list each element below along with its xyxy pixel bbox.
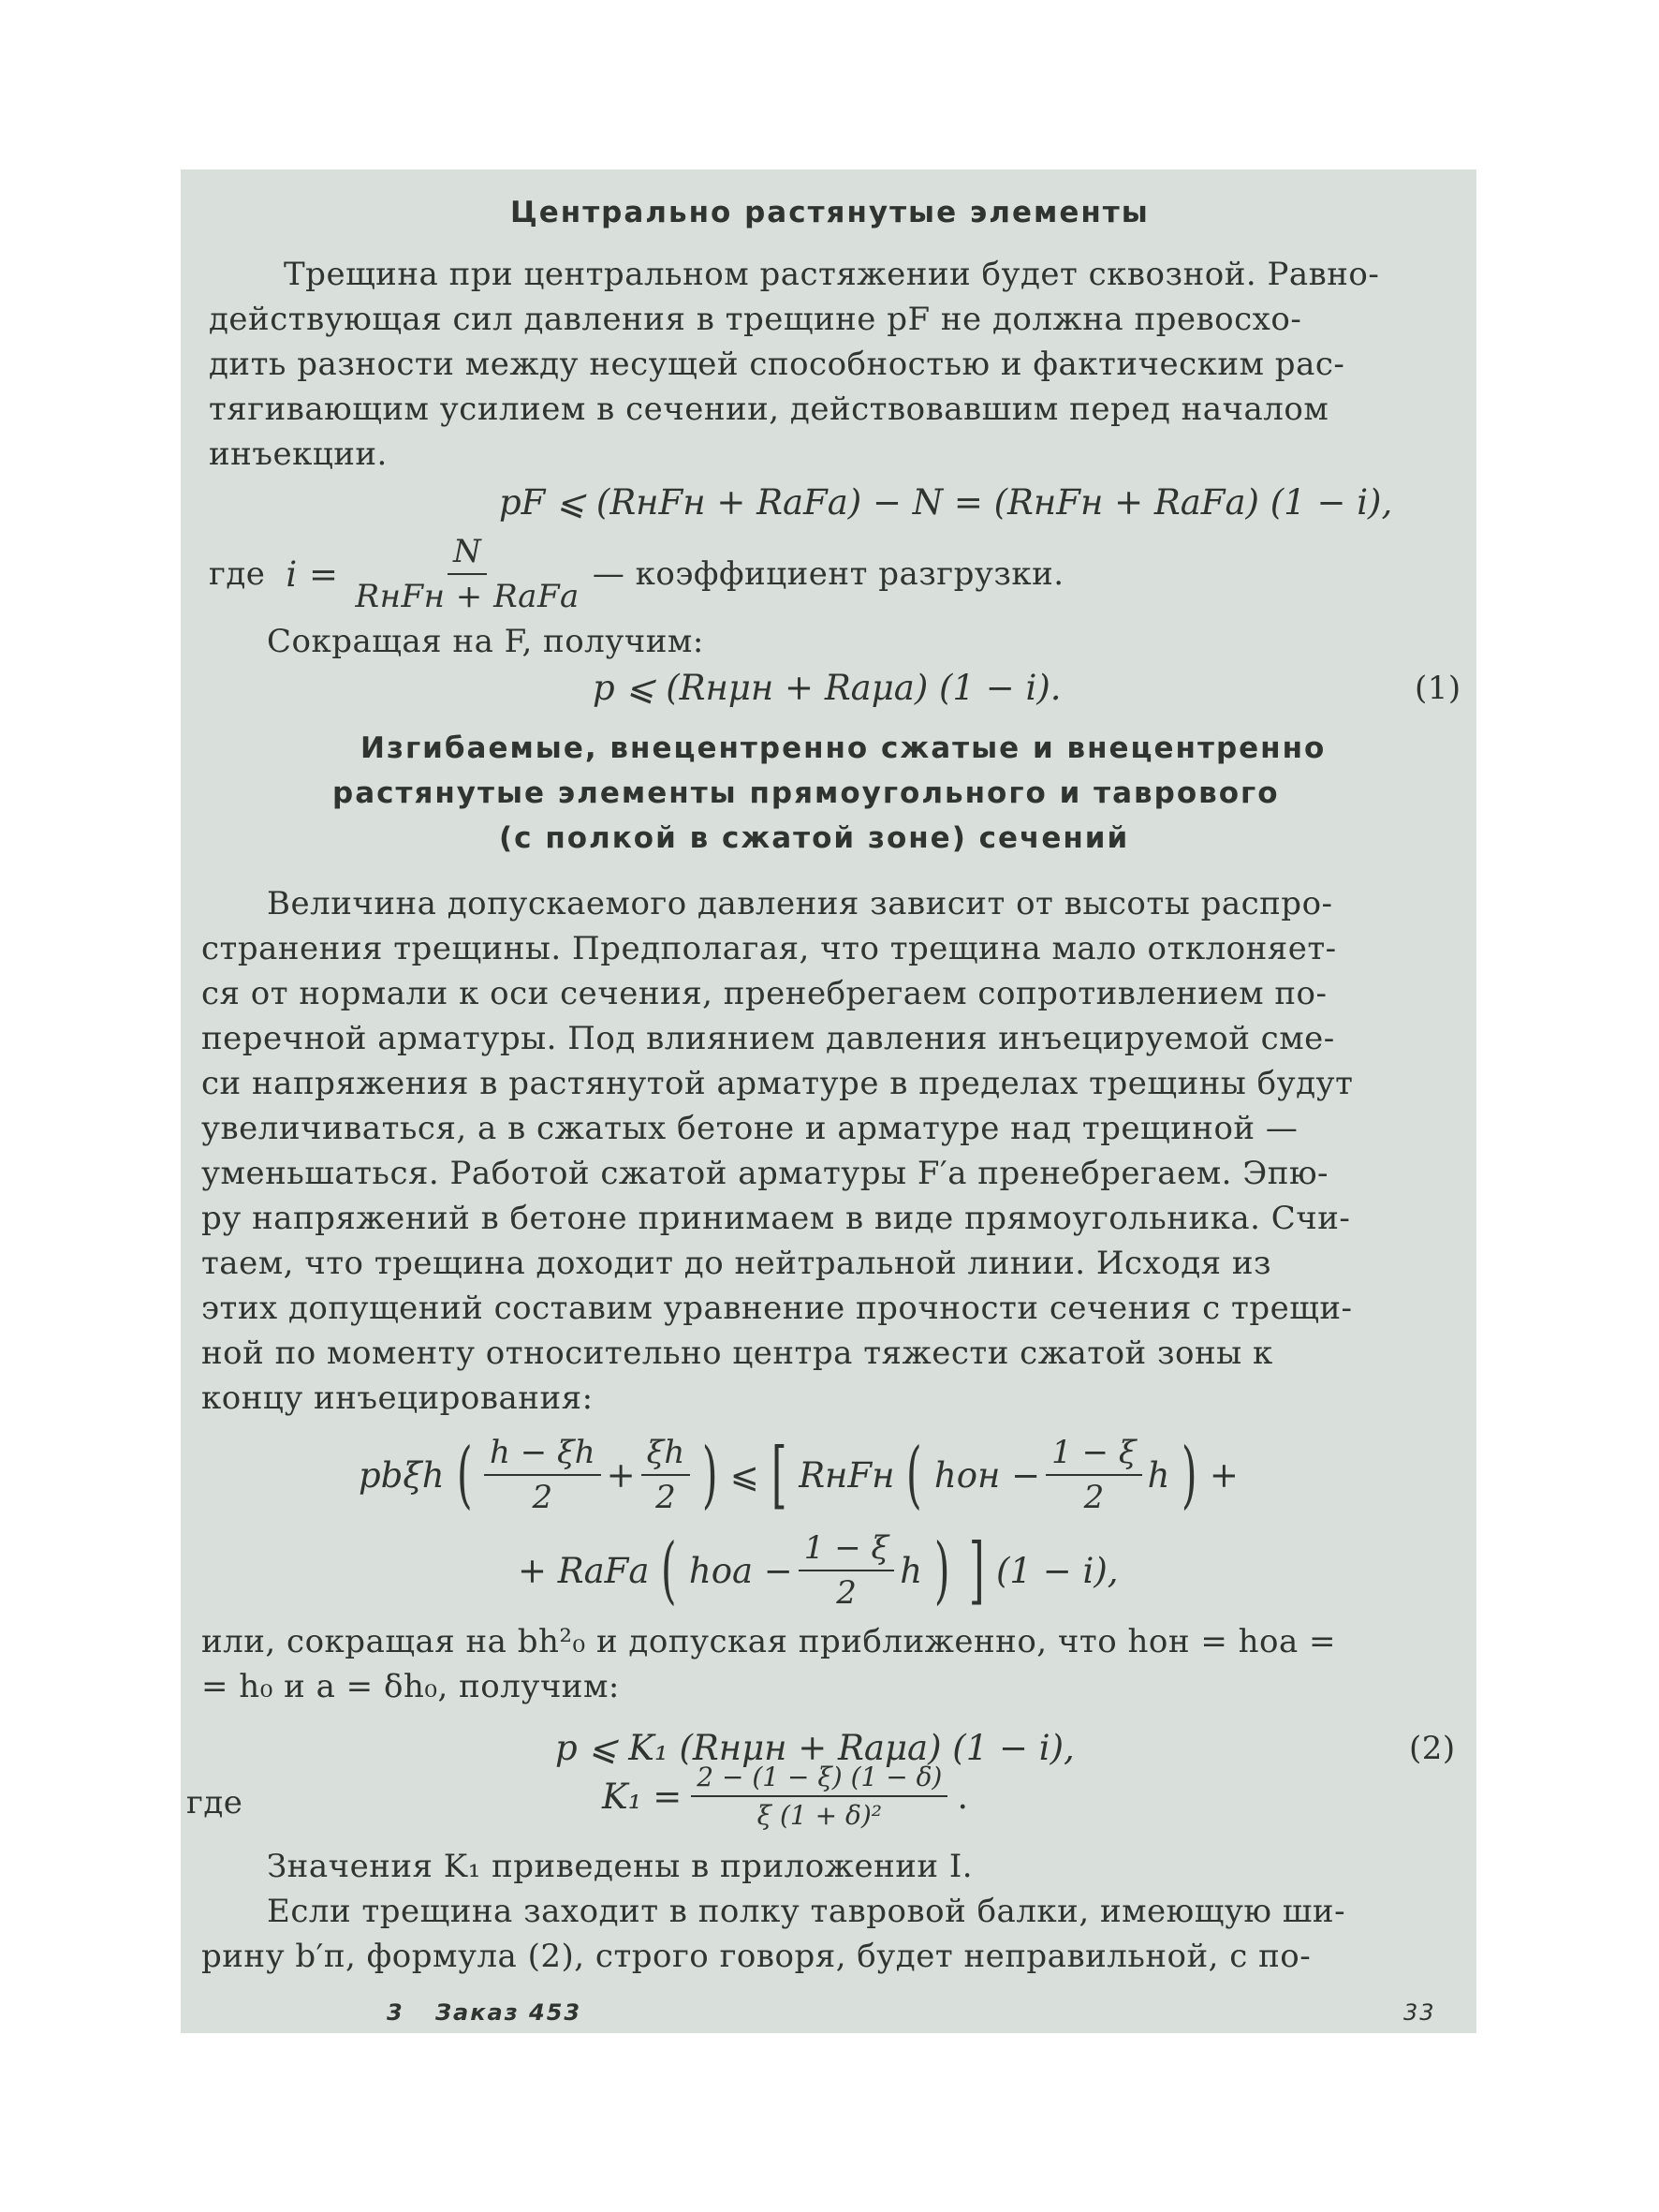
formula-lhs: K₁ = <box>602 1776 683 1817</box>
formula-term: hоа − <box>688 1550 793 1591</box>
text-line: увеличиваться, а в сжатых бетоне и арматуре над трещиной — <box>201 1110 1299 1147</box>
paren-right: ) <box>702 1433 718 1517</box>
paren-left: ( <box>456 1433 473 1517</box>
definition-line <box>209 533 1064 615</box>
bracket-right: ] <box>968 1528 985 1613</box>
formula-lhs: i = <box>286 553 339 595</box>
text-line: Если трещина заходит в полку тавровой балки, имеющую ши- <box>267 1893 1346 1930</box>
section-heading: (с полкой в сжатой зоне) сечений <box>499 821 1130 855</box>
operator: + <box>606 1454 636 1496</box>
numerator: ξh <box>641 1434 691 1476</box>
formula-term: (1 − i), <box>995 1550 1119 1591</box>
denominator: ξ (1 + δ)² <box>756 1800 882 1831</box>
equation-number: (2) <box>1409 1730 1456 1767</box>
denominator: RнFн + RаFа <box>355 578 580 615</box>
text-line: странения трещины. Предполагая, что трещина мало отклоняет- <box>201 930 1337 967</box>
text-line: концу инъецирования: <box>201 1379 594 1417</box>
where-label: где <box>209 555 266 593</box>
text-line: си напряжения в растянутой арматуре в пределах трещины будут <box>201 1065 1354 1102</box>
book-page <box>181 170 1476 2033</box>
text-line: Сокращая на F, получим: <box>267 623 704 660</box>
fraction <box>799 1529 894 1612</box>
text-line: тягивающим усилием в сечении, действовавшим перед началом <box>209 391 1329 428</box>
fraction <box>691 1762 947 1831</box>
denominator: 2 <box>1083 1479 1105 1516</box>
text-line: = h₀ и a = δh₀, получим: <box>201 1668 620 1705</box>
numerator: 1 − ξ <box>1046 1434 1141 1476</box>
fraction <box>349 533 584 615</box>
formula-term: + RаFа <box>518 1550 650 1591</box>
formula-term: . <box>957 1776 969 1817</box>
formula-term: RнFн <box>799 1454 895 1496</box>
operator: + <box>1209 1454 1239 1496</box>
text-line: ру напряжений в бетоне принимаем в виде прямоугольника. Счи- <box>201 1200 1351 1237</box>
definition-text: — коэффициент разгрузки. <box>592 555 1064 593</box>
formula-term: pbξh <box>359 1454 445 1496</box>
text-line: уменьшаться. Работой сжатой арматуры F′а пренебрегаем. Эпю- <box>201 1155 1329 1192</box>
section-heading: растянутые элементы прямоугольного и таврового <box>332 776 1280 810</box>
text-line: Значения K₁ приведены в приложении I. <box>267 1848 974 1885</box>
bracket-left: [ <box>771 1433 787 1517</box>
text-line: инъекции. <box>209 435 388 473</box>
denominator: 2 <box>655 1479 676 1516</box>
print-order: Заказ 453 <box>435 1999 582 2026</box>
section-heading: Центрально растянутые элементы <box>510 196 1150 229</box>
text-line: Трещина при центральном растяжении будет сквозной. Равно- <box>284 256 1380 293</box>
paren-left: ( <box>661 1528 678 1613</box>
fraction <box>484 1434 601 1516</box>
text-line: ной по моменту относительно центра тяжести сжатой зоны к <box>201 1335 1273 1372</box>
numerator: N <box>448 533 487 575</box>
formula-term: hон − <box>933 1454 1041 1496</box>
fraction <box>641 1434 691 1516</box>
signature-mark: 3 <box>387 1999 404 2026</box>
page-number: 33 <box>1403 1999 1436 2026</box>
text-line: рину b′п, формула (2), строго говоря, будет неправильной, с по- <box>201 1938 1312 1975</box>
text-line: таем, что трещина доходит до нейтральной линии. Исходя из <box>201 1245 1272 1282</box>
fraction <box>1046 1434 1141 1516</box>
numerator: h − ξh <box>484 1434 601 1476</box>
paren-right: ) <box>1182 1433 1198 1517</box>
section-heading: Изгибаемые, внецентренно сжатые и внецентренно <box>360 731 1327 765</box>
formula <box>602 1762 968 1831</box>
formula-term: h <box>1147 1454 1170 1496</box>
denominator: 2 <box>836 1574 857 1612</box>
formula: p ⩽ (Rнμн + Rаμа) (1 − i). <box>593 668 1062 708</box>
numerator: 2 − (1 − ξ) (1 − δ) <box>691 1762 947 1797</box>
text-line: Величина допускаемого давления зависит от высоты распро- <box>267 885 1333 922</box>
text-line: ся от нормали к оси сечения, пренебрегаем сопротивлением по- <box>201 975 1328 1012</box>
denominator: 2 <box>532 1479 553 1516</box>
equation-number: (1) <box>1415 670 1461 707</box>
formula: pF ⩽ (RнFн + RаFа) − N = (RнFн + RаFа) (1 − i), <box>499 482 1393 523</box>
where-label: где <box>186 1784 243 1821</box>
text-line: действующая сил давления в трещине pF не должна превосхо- <box>209 301 1302 338</box>
formula-term: h <box>900 1550 923 1591</box>
operator: ⩽ <box>729 1454 759 1496</box>
paren-right: ) <box>933 1528 950 1613</box>
formula <box>359 1434 1239 1516</box>
formula: p ⩽ K₁ (Rнμн + Rаμа) (1 − i), <box>555 1728 1075 1768</box>
text-line: или, сокращая на bh²₀ и допуская приближенно, что hон = hоа = <box>201 1623 1337 1660</box>
text-line: перечной арматуры. Под влиянием давления инъецируемой сме- <box>201 1020 1335 1057</box>
formula <box>518 1529 1119 1612</box>
numerator: 1 − ξ <box>799 1529 894 1571</box>
text-line: этих допущений составим уравнение прочности сечения с трещи- <box>201 1290 1353 1327</box>
paren-left: ( <box>906 1433 923 1517</box>
text-line: дить разности между несущей способностью и фактическим рас- <box>209 346 1345 383</box>
